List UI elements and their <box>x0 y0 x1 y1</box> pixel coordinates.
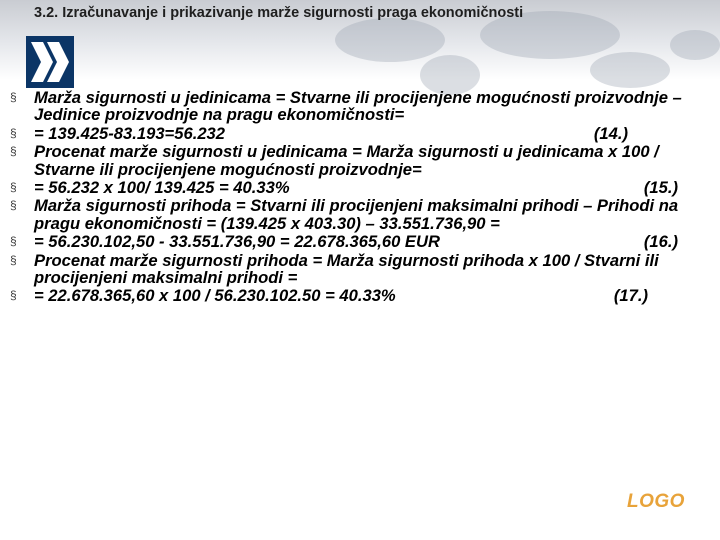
bullet-item <box>10 197 710 232</box>
slide-title: 3.2. Izračunavanje i prikazivanje marže sigurnosti praga ekonomičnosti <box>34 5 524 21</box>
bullet-text: Marža sigurnosti prihoda = Stvarni ili procijenjeni maksimalni prihodi – Prihodi na pragu ekonomičnosti = (139.425 x 403.30) – 33.551.736,90 = <box>34 196 679 233</box>
bullet-text: Procenat marže sigurnosti prihoda = Marža sigurnosti prihoda x 100 / Stvarni ili procijenjeni maksimalni prihodi = <box>34 250 659 288</box>
bullet-marker: § <box>10 288 17 303</box>
bullet-item <box>10 179 710 196</box>
bullet-text: = 139.425-83.193=56.232 <box>34 123 226 143</box>
equation-number: (17.) <box>613 286 648 306</box>
content-bullet-list <box>10 89 710 306</box>
equation-number: (15.) <box>643 178 678 198</box>
equation-number: (16.) <box>643 232 678 252</box>
bullet-text: Marža sigurnosti u jedinicama = Stvarne ili procijenjene mogućnosti proizvodnje – Jedinice proizvodnje na pragu ekonomičnosti= <box>34 88 682 125</box>
bullet-item <box>10 125 710 142</box>
bullet-item <box>10 143 710 178</box>
bullet-marker: § <box>10 125 17 140</box>
bullet-text: = 22.678.365,60 x 100 / 56.230.102.50 = 40.33% <box>34 286 396 306</box>
bullet-marker: § <box>10 234 17 249</box>
bullet-text: = 56.232 x 100/ 139.425 = 40.33% <box>34 178 290 198</box>
bullet-text: = 56.230.102,50 - 33.551.736,90 = 22.678.365,60 EUR <box>34 232 440 252</box>
bullet-marker: § <box>10 90 17 104</box>
bullet-marker: § <box>10 144 17 159</box>
bullet-item <box>10 233 710 250</box>
bullet-marker: § <box>10 198 17 213</box>
bullet-text: Procenat marže sigurnosti u jedinicama = Marža sigurnosti u jedinicama x 100 / Stvarne ili procijenjene mogućnosti proizvodnje= <box>34 142 659 179</box>
logo: LOGO <box>627 491 685 512</box>
bullet-item <box>10 252 710 287</box>
bullet-marker: § <box>10 180 17 195</box>
bullet-item <box>10 89 710 124</box>
double-chevron-icon <box>26 36 74 88</box>
equation-number: (14.) <box>593 123 628 143</box>
bullet-item <box>10 287 710 304</box>
bullet-marker: § <box>10 252 17 267</box>
